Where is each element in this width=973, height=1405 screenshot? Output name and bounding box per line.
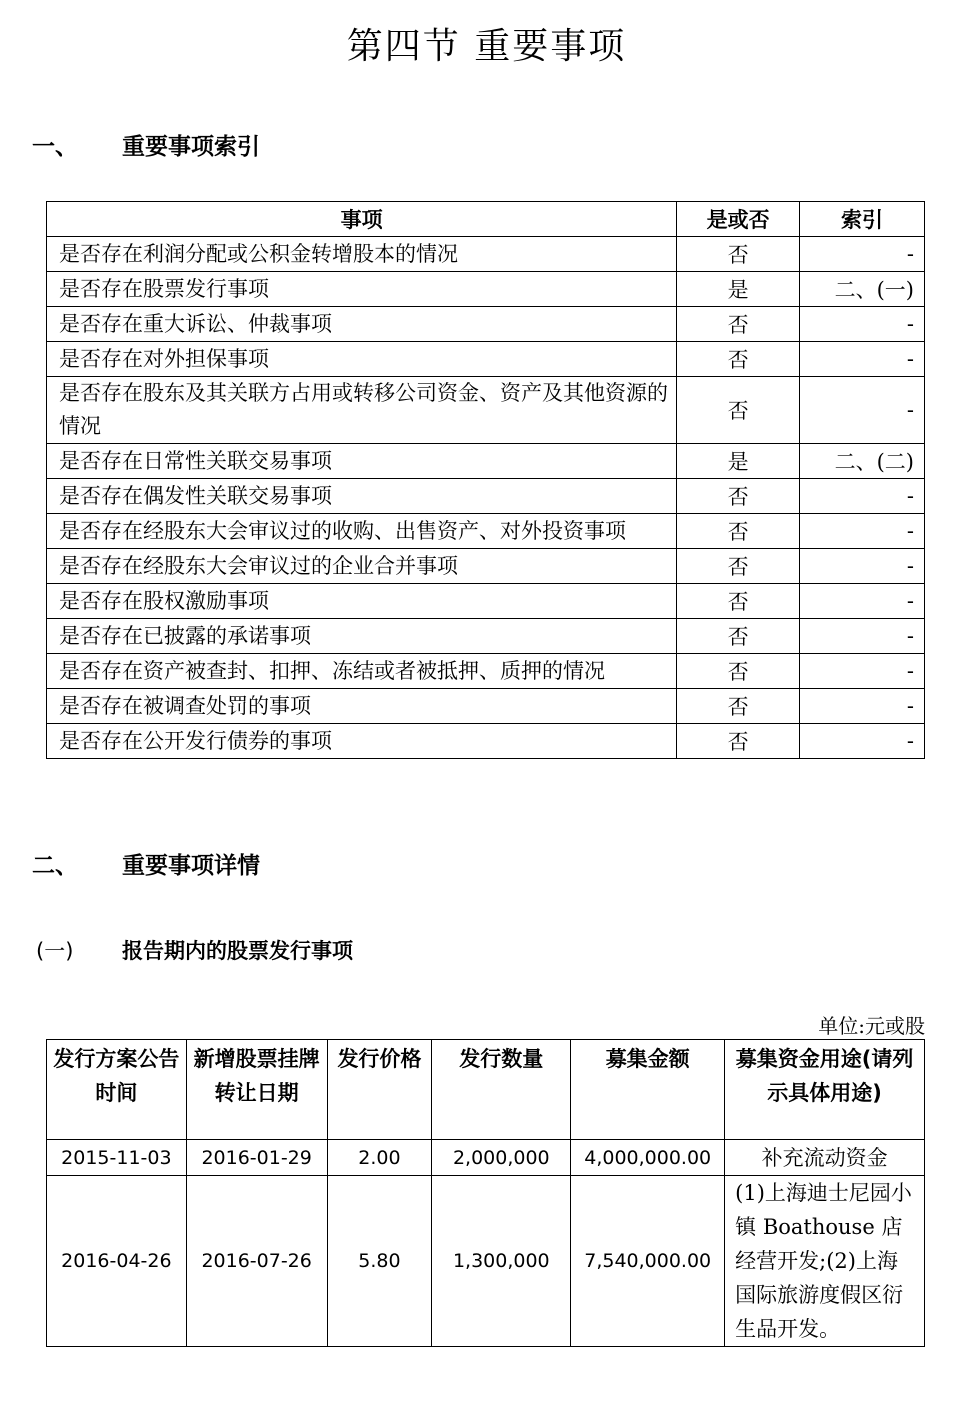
table-row xyxy=(47,342,925,377)
table-row xyxy=(47,377,925,444)
column-header-use: 募集资金用途(请列示具体用途) xyxy=(725,1040,925,1140)
matter-item: 是否存在已披露的承诺事项 xyxy=(47,619,677,654)
matter-index: - xyxy=(800,307,925,342)
table-row xyxy=(47,1140,925,1176)
subsection-number: (一) xyxy=(36,939,74,963)
matter-item: 是否存在对外担保事项 xyxy=(47,342,677,377)
issue-quantity: 2,000,000 xyxy=(432,1140,571,1176)
section-2-number: 二、 xyxy=(32,853,78,879)
matter-item: 是否存在公开发行债券的事项 xyxy=(47,724,677,759)
matter-yes-no: 否 xyxy=(677,654,800,689)
matter-item: 是否存在日常性关联交易事项 xyxy=(47,444,677,479)
matter-item: 是否存在经股东大会审议过的收购、出售资产、对外投资事项 xyxy=(47,514,677,549)
stock-issuance-table xyxy=(46,1039,925,1347)
matter-yes-no: 否 xyxy=(677,549,800,584)
column-header-listing-date: 新增股票挂牌转让日期 xyxy=(186,1040,327,1140)
section-1-heading: 重要事项索引 xyxy=(122,134,260,160)
matter-yes-no: 否 xyxy=(677,307,800,342)
table-row xyxy=(47,724,925,759)
section-2-heading: 重要事项详情 xyxy=(122,853,260,879)
column-header-yes-no: 是或否 xyxy=(677,202,800,237)
matters-index-table xyxy=(46,201,925,759)
table-row xyxy=(47,514,925,549)
matter-yes-no: 否 xyxy=(677,689,800,724)
matter-item: 是否存在股票发行事项 xyxy=(47,272,677,307)
table-row xyxy=(47,1176,925,1347)
matter-yes-no: 否 xyxy=(677,619,800,654)
page-title: 第四节 重要事项 xyxy=(346,26,627,67)
table-row xyxy=(47,619,925,654)
raised-amount: 4,000,000.00 xyxy=(571,1140,725,1176)
matter-item: 是否存在被调查处罚的事项 xyxy=(47,689,677,724)
raised-amount: 7,540,000.00 xyxy=(571,1176,725,1347)
matter-index: - xyxy=(800,584,925,619)
table-row xyxy=(47,444,925,479)
unit-label: 单位:元或股 xyxy=(818,1014,925,1038)
table-row xyxy=(47,584,925,619)
matter-yes-no: 否 xyxy=(677,237,800,272)
matter-item: 是否存在重大诉讼、仲裁事项 xyxy=(47,307,677,342)
matter-index: - xyxy=(800,237,925,272)
matter-item: 是否存在利润分配或公积金转增股本的情况 xyxy=(47,237,677,272)
matter-yes-no: 否 xyxy=(677,342,800,377)
matter-yes-no: 否 xyxy=(677,377,800,444)
matter-index: - xyxy=(800,654,925,689)
listing-date: 2016-01-29 xyxy=(186,1140,327,1176)
matter-item: 是否存在偶发性关联交易事项 xyxy=(47,479,677,514)
matter-yes-no: 否 xyxy=(677,514,800,549)
column-header-item: 事项 xyxy=(47,202,677,237)
column-header-announce-date: 发行方案公告时间 xyxy=(47,1040,187,1140)
table-row xyxy=(47,654,925,689)
matter-index: 二、(一) xyxy=(800,272,925,307)
matter-item: 是否存在股权激励事项 xyxy=(47,584,677,619)
listing-date: 2016-07-26 xyxy=(186,1176,327,1347)
matter-yes-no: 否 xyxy=(677,724,800,759)
announce-date: 2016-04-26 xyxy=(47,1176,187,1347)
issue-price: 2.00 xyxy=(327,1140,432,1176)
table-row xyxy=(47,307,925,342)
matter-index: - xyxy=(800,342,925,377)
section-1-number: 一、 xyxy=(32,134,78,160)
matter-yes-no: 否 xyxy=(677,479,800,514)
table-row xyxy=(47,549,925,584)
table-row xyxy=(47,272,925,307)
matter-index: - xyxy=(800,514,925,549)
column-header-amount: 募集金额 xyxy=(571,1040,725,1140)
matter-item: 是否存在经股东大会审议过的企业合并事项 xyxy=(47,549,677,584)
announce-date: 2015-11-03 xyxy=(47,1140,187,1176)
table-row xyxy=(47,237,925,272)
matter-index: - xyxy=(800,724,925,759)
matter-index: - xyxy=(800,689,925,724)
issue-price: 5.80 xyxy=(327,1176,432,1347)
matter-index: - xyxy=(800,479,925,514)
matter-index: 二、(二) xyxy=(800,444,925,479)
table-header-row xyxy=(47,202,925,237)
matter-yes-no: 否 xyxy=(677,584,800,619)
fund-use: 补充流动资金 xyxy=(725,1140,925,1176)
table-header-row xyxy=(47,1040,925,1140)
table-row xyxy=(47,479,925,514)
matter-yes-no: 是 xyxy=(677,444,800,479)
matter-index: - xyxy=(800,619,925,654)
fund-use: (1)上海迪士尼园小镇 Boathouse 店经营开发;(2)上海国际旅游度假区衍生品开发。 xyxy=(725,1176,925,1347)
matter-item: 是否存在股东及其关联方占用或转移公司资金、资产及其他资源的情况 xyxy=(47,377,677,444)
matter-item: 是否存在资产被查封、扣押、冻结或者被抵押、质押的情况 xyxy=(47,654,677,689)
column-header-index: 索引 xyxy=(800,202,925,237)
matter-index: - xyxy=(800,549,925,584)
column-header-price: 发行价格 xyxy=(327,1040,432,1140)
matter-index: - xyxy=(800,377,925,444)
matter-yes-no: 是 xyxy=(677,272,800,307)
issue-quantity: 1,300,000 xyxy=(432,1176,571,1347)
column-header-quantity: 发行数量 xyxy=(432,1040,571,1140)
subsection-heading: 报告期内的股票发行事项 xyxy=(122,939,353,963)
table-row xyxy=(47,689,925,724)
